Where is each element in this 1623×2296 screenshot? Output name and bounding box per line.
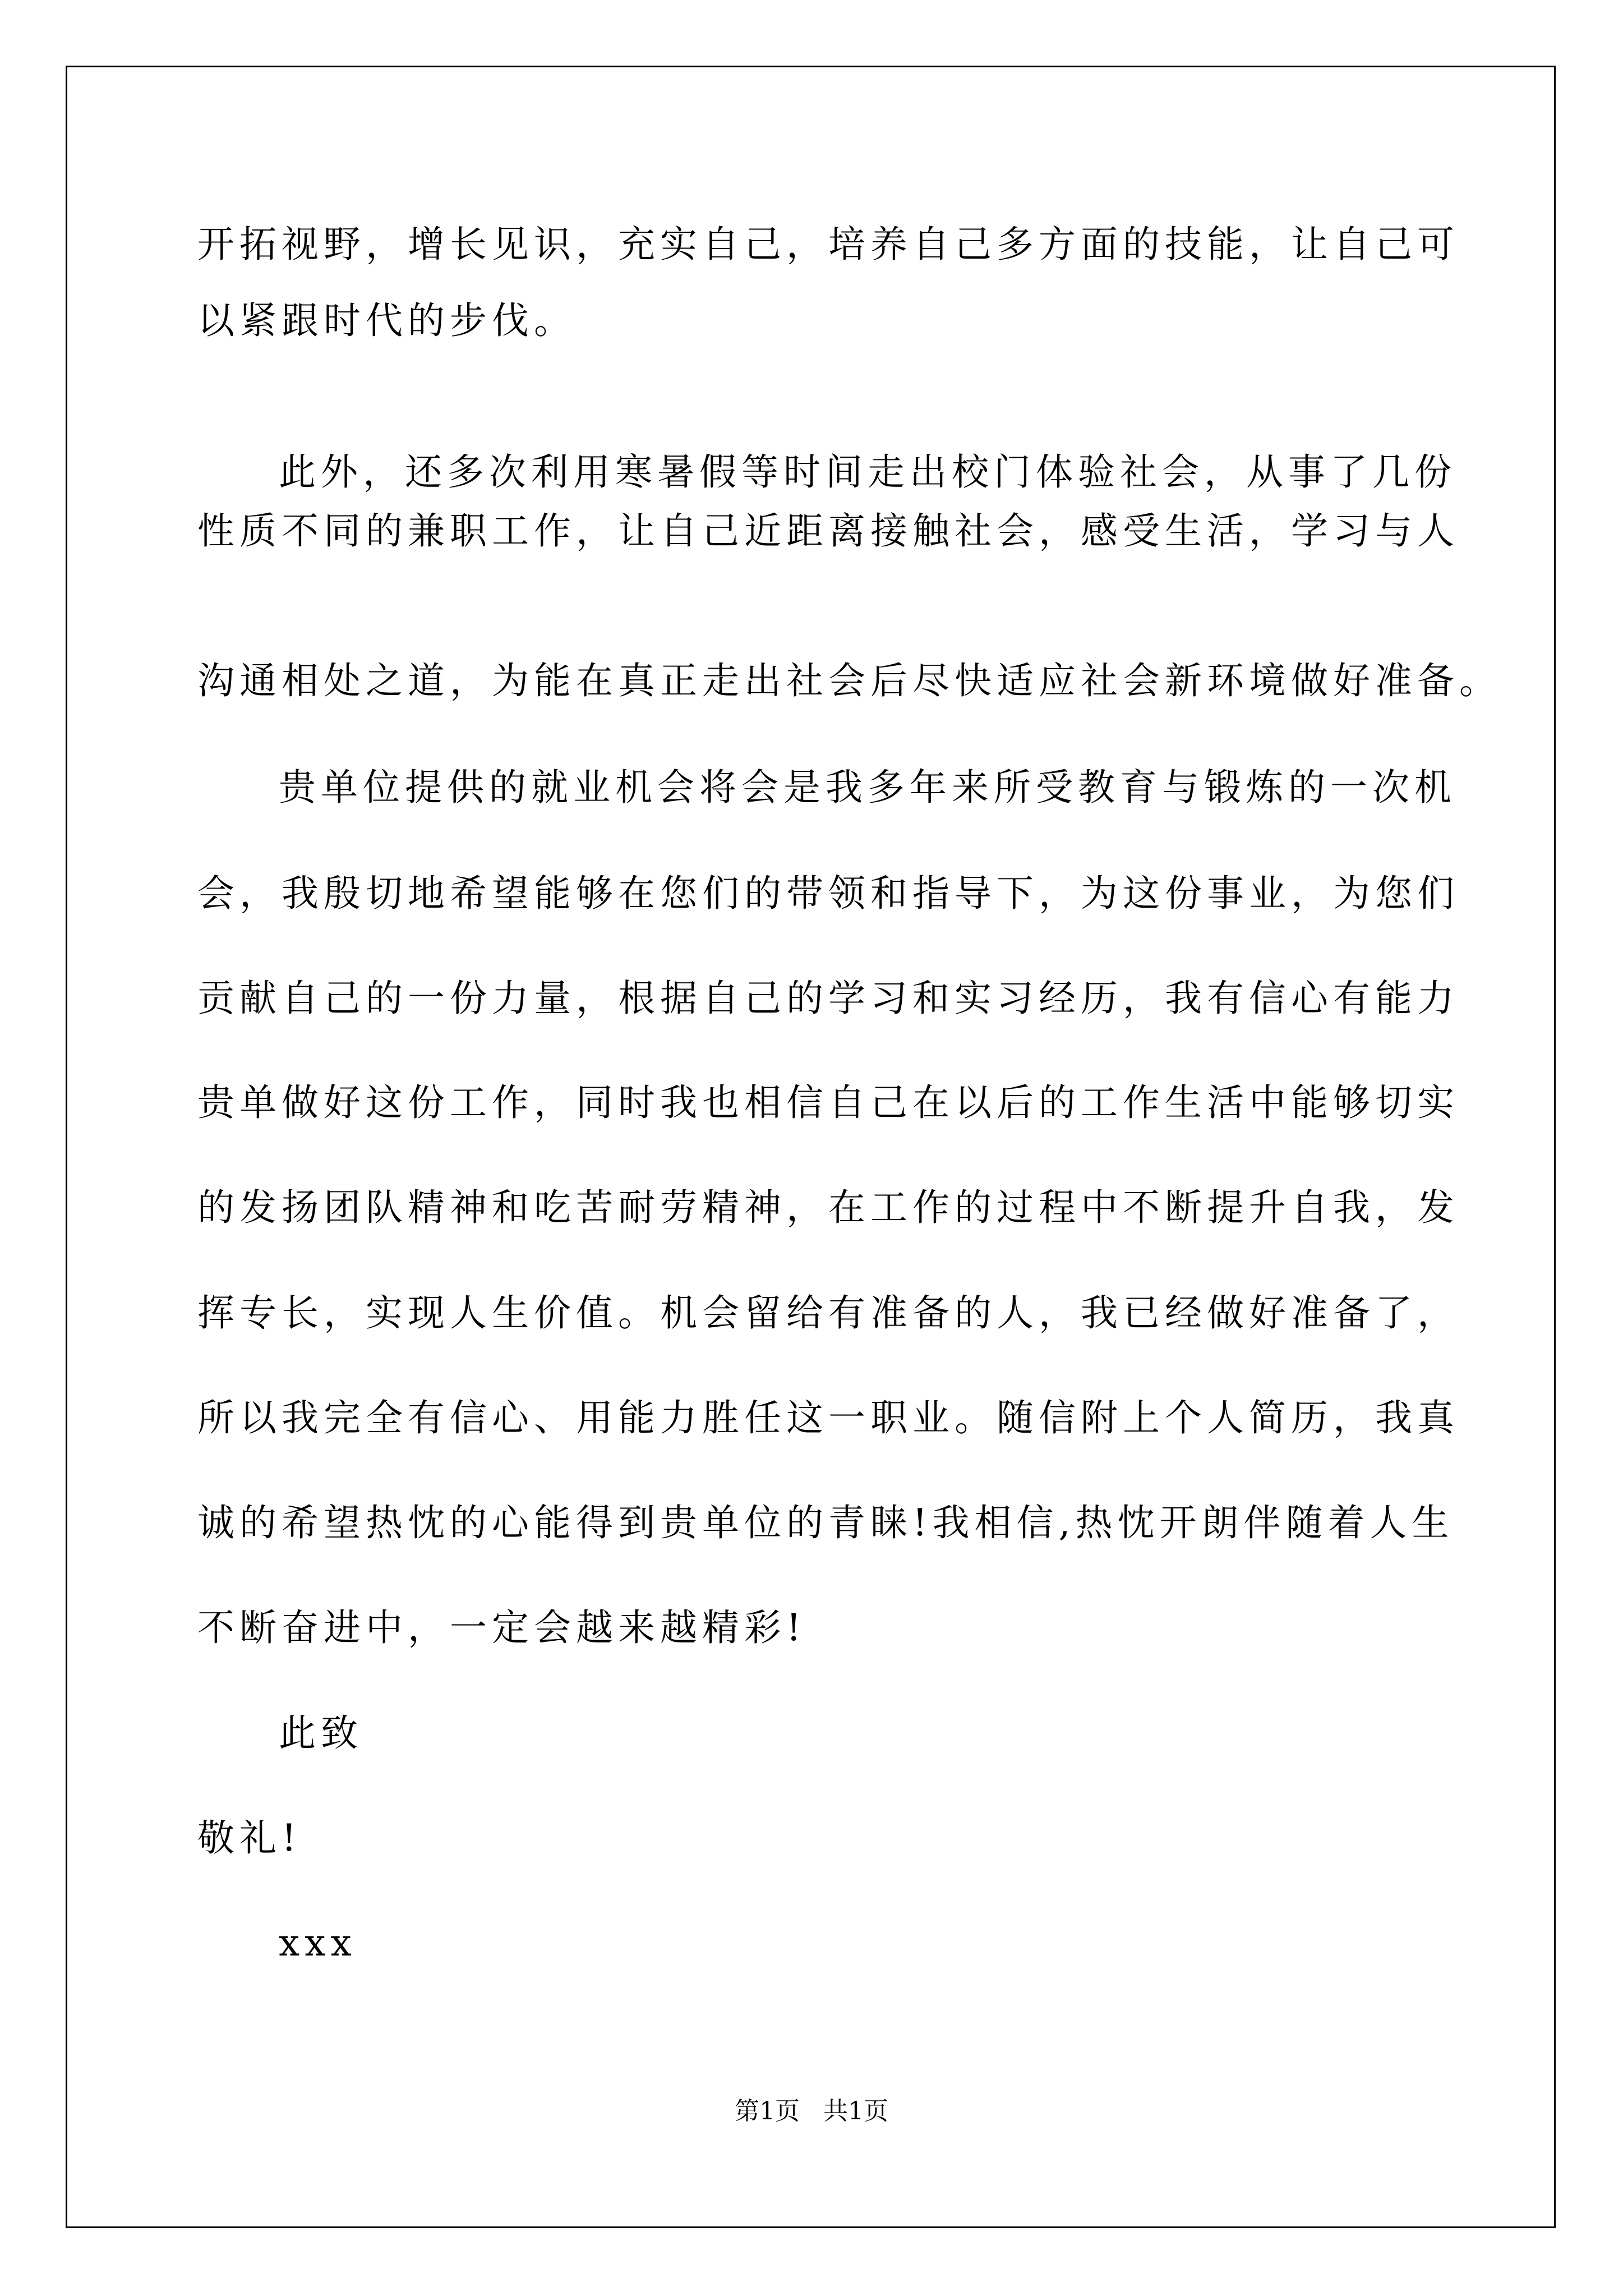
paragraph-line: 挥专长，实现人生价值。机会留给有准备的人，我已经做好准备了， xyxy=(197,1291,1459,1335)
paragraph-line: 不断奋进中，一定会越来越精彩! xyxy=(197,1606,806,1649)
paragraph-line: 会，我殷切地希望能够在您们的带领和指导下，为这份事业，为您们 xyxy=(197,872,1459,915)
paragraph-line: 贡献自己的一份力量，根据自己的学习和实习经历，我有信心有能力 xyxy=(197,977,1459,1020)
paragraph-line: 以紧跟时代的步伐。 xyxy=(197,299,576,342)
paragraph-line: 所以我完全有信心、用能力胜任这一职业。随信附上个人简历，我真 xyxy=(197,1396,1459,1439)
paragraph-line: 的发扬团队精神和吃苦耐劳精神，在工作的过程中不断提升自我，发 xyxy=(197,1186,1459,1229)
page-border xyxy=(66,66,1556,2228)
paragraph-line: 开拓视野，增长见识，充实自己，培养自己多方面的技能，让自己可 xyxy=(197,223,1459,266)
paragraph-line: 贵单位提供的就业机会将会是我多年来所受教育与锻炼的一次机 xyxy=(279,766,1456,809)
paragraph-line: 贵单做好这份工作，同时我也相信自己在以后的工作生活中能够切实 xyxy=(197,1081,1459,1124)
page-number-footer: 第1页 共1页 xyxy=(735,2097,888,2125)
paragraph-line: 诚的希望热忱的心能得到贵单位的青睐!我相信,热忱开朗伴随着人生 xyxy=(197,1501,1454,1544)
paragraph-line: 性质不同的兼职工作，让自己近距离接触社会，感受生活，学习与人 xyxy=(197,509,1459,553)
closing-regards: 敬礼! xyxy=(197,1816,302,1860)
paragraph-line: 沟通相处之道，为能在真正走出社会后尽快适应社会新环境做好准备。 xyxy=(197,659,1501,702)
signature-name: xxx xyxy=(279,1921,357,1964)
closing-salutation: 此致 xyxy=(279,1711,363,1755)
paragraph-line: 此外，还多次利用寒暑假等时间走出校门体验社会，从事了几份 xyxy=(279,450,1456,494)
